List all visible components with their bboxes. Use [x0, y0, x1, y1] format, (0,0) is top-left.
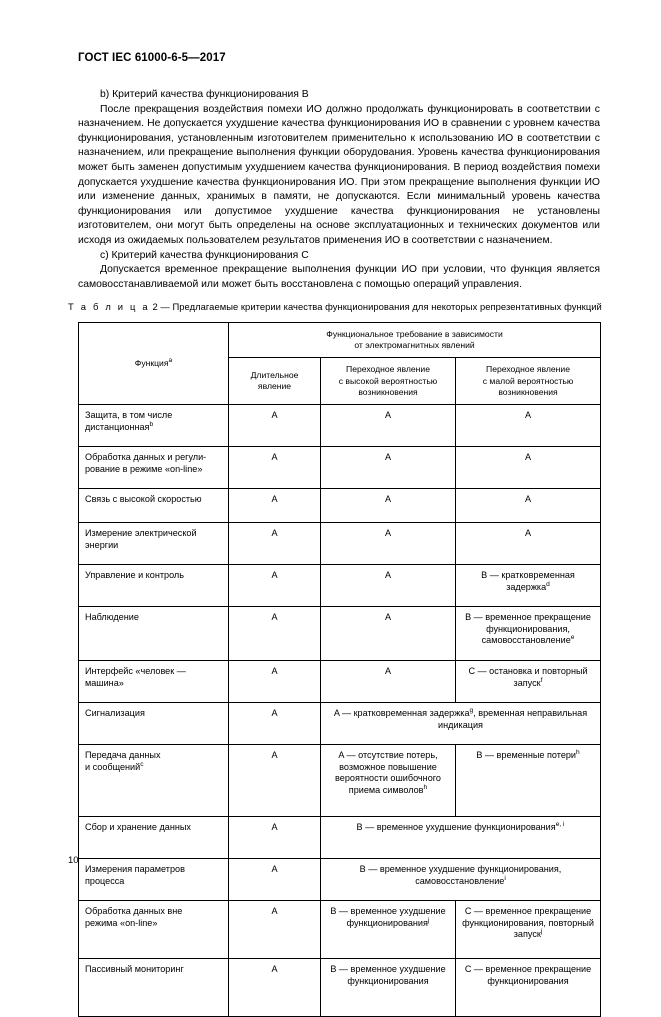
- cell-criterion: A: [456, 489, 601, 523]
- cell-criterion: A: [229, 607, 321, 661]
- header-low-line3: возникновения: [498, 386, 558, 397]
- cell-criterion: A: [456, 523, 601, 565]
- cell-criterion: A: [321, 447, 456, 489]
- header-cell-low-probability: [456, 358, 601, 405]
- cell-criterion: B — временное ухудшение функционирования$^j$: [321, 901, 456, 959]
- criterion-superscript: e: [570, 634, 575, 642]
- cell-criterion: A: [229, 405, 321, 447]
- cell-function-name: [79, 901, 229, 959]
- table-caption: [68, 301, 602, 312]
- function-name-line1: Наблюдение: [85, 612, 139, 623]
- function-name-line1: Обработка данных вне: [85, 906, 183, 917]
- cell-function-name: [79, 607, 229, 661]
- table-row: [79, 745, 601, 817]
- function-name-line1: Пассивный мониторинг: [85, 964, 184, 975]
- header-low-line1: Переходное явление: [486, 364, 570, 375]
- table-row: [79, 607, 601, 661]
- cell-criterion: A: [456, 405, 601, 447]
- cell-function-name: [79, 523, 229, 565]
- table-caption-prefix: Т а б л и ц а: [68, 301, 150, 312]
- cell-criterion: A: [229, 745, 321, 817]
- cell-function-name: [79, 745, 229, 817]
- table-row: [79, 703, 601, 745]
- criteria-table: [78, 322, 601, 1017]
- header-cell-function: [79, 323, 229, 405]
- cell-criterion: A: [456, 447, 601, 489]
- criterion-superscript: h: [576, 748, 580, 756]
- function-name-line1: Управление и контроль: [85, 570, 184, 581]
- cell-criterion: A: [229, 959, 321, 1017]
- cell-function-name: [79, 565, 229, 607]
- page-header: ГОСТ IEC 61000-6-5—2017: [78, 52, 226, 64]
- cell-criterion: B — временные потери$^h$: [456, 745, 601, 817]
- function-name-line2: машина»: [85, 677, 124, 688]
- table-row: [79, 447, 601, 489]
- paragraph-b-text: После прекращения воздействия помехи ИО должно продолжать функционировать в соответствии с назначением. Не допускается ухудшение качества функционирования ИО в сравнении с уровнем качества функционирования, установленным изготовителем применительно к использованию ИО в соответствии с назначением, или прекращение выполнения функции оборудования. Уровень качества функционирования может быть заменен допустимым ухудшением качества функционирования. В период воздействия помехи допускается ухудшение качества функционирования ИО. При этом прекращение выполнения функции ИО или изменение данных, хранимых в памяти, не допускаются. Если минимальный уровень качества функционирования или допустимое ухудшение качества функционирования не установлены изготовителем, они могут быть определены на основе эксплуатационных и технических документов или исходя из ожидаемых пользователем результатов применения ИО в соответствии с назначением.: [78, 103, 600, 246]
- cell-criterion: B — временное ухудшение функционирования$^{e, i}$: [321, 817, 601, 859]
- header-group-line1: Функциональное требование в зависимости: [326, 329, 503, 339]
- cell-criterion: A — кратковременная задержка$^g$, временная неправильная индикация: [321, 703, 601, 745]
- table-row: [79, 489, 601, 523]
- function-name-line1: Сигнализация: [85, 708, 145, 719]
- criterion-superscript: j: [427, 916, 430, 924]
- cell-criterion: A: [321, 565, 456, 607]
- body-text-block: [78, 88, 600, 292]
- paragraph-c-text: Допускается временное прекращение выполнения функции ИО при условии, что функция является самовосстанавливаемой или может быть восстановлена с помощью операций управления.: [78, 264, 600, 290]
- cell-criterion: A: [229, 447, 321, 489]
- table-row: [79, 959, 601, 1017]
- table-row: [79, 817, 601, 859]
- cell-function-name: [79, 817, 229, 859]
- function-name-line1: Сбор и хранение данных: [85, 822, 191, 833]
- cell-function-name: [79, 489, 229, 523]
- cell-criterion: A: [321, 661, 456, 703]
- cell-criterion: A: [229, 565, 321, 607]
- cell-criterion: A: [229, 703, 321, 745]
- cell-criterion: C — временное прекращение функционирования: [456, 959, 601, 1017]
- header-group-line2: от электромагнитных явлений: [354, 340, 475, 351]
- function-name-line2: рование в режиме «on-line»: [85, 463, 203, 474]
- cell-criterion: A: [229, 523, 321, 565]
- cell-function-name: [79, 703, 229, 745]
- cell-criterion: A — отсутствие потерь, возможное повышение вероятности ошибочного приема символов$^h$: [321, 745, 456, 817]
- header-cell-group: [229, 323, 601, 358]
- function-name-line1: Измерение электрической: [85, 528, 197, 539]
- function-name-line1: Интерфейс «человек —: [85, 666, 186, 677]
- header-high-line3: возникновения: [358, 386, 418, 397]
- table-header-row-1: [79, 323, 601, 358]
- table-row: [79, 901, 601, 959]
- cell-function-name: [79, 859, 229, 901]
- header-high-line1: Переходное явление: [346, 364, 430, 375]
- cell-function-name: [79, 447, 229, 489]
- table-row: [79, 523, 601, 565]
- cell-function-name: [79, 661, 229, 703]
- function-name-line2: и сообщений$^c$: [85, 760, 144, 772]
- cell-criterion: A: [321, 489, 456, 523]
- table-row: [79, 565, 601, 607]
- header-long-line1: Длительное: [250, 370, 299, 380]
- cell-criterion: A: [229, 859, 321, 901]
- cell-criterion: B — временное прекращение функционирования, самовосстановление$^e$: [456, 607, 601, 661]
- cell-criterion: B — временное ухудшение функционирования: [321, 959, 456, 1017]
- table-row: [79, 405, 601, 447]
- cell-function-name: [79, 959, 229, 1017]
- table-row: [79, 661, 601, 703]
- cell-criterion: C — остановка и повторный запуск$^f$: [456, 661, 601, 703]
- criterion-superscript: h: [423, 783, 428, 791]
- table-row: [79, 859, 601, 901]
- function-name-superscript: b: [149, 420, 154, 428]
- cell-criterion: A: [229, 901, 321, 959]
- cell-criterion: A: [321, 405, 456, 447]
- cell-criterion: A: [229, 489, 321, 523]
- function-name-line1: Связь с высокой скоростью: [85, 494, 202, 505]
- cell-criterion: A: [229, 661, 321, 703]
- criterion-superscript: f: [540, 676, 543, 684]
- cell-criterion: B — временное ухудшение функционирования, самовосстановление$^i$: [321, 859, 601, 901]
- header-long-line2: явление: [257, 381, 292, 392]
- header-function-label: Функция: [134, 357, 169, 368]
- criterion-superscript: e, i: [555, 820, 565, 828]
- header-cell-high-probability: [321, 358, 456, 405]
- table-body: [79, 323, 601, 1017]
- cell-function-name: [79, 405, 229, 447]
- header-high-line2: с высокой вероятностью: [338, 375, 438, 386]
- function-name-line1: Измерения параметров: [85, 864, 185, 875]
- paragraph-b-label: b) Критерий качества функционирования B: [100, 89, 309, 100]
- function-name-line2: режима «on-line»: [85, 917, 158, 928]
- function-name-line2: дистанционная$^b$: [85, 420, 154, 432]
- table-caption-text: — Предлагаемые критерии качества функционирования для некоторых репрезентативных функций: [160, 301, 602, 312]
- cell-criterion: C — временное прекращение функционирования, повторный запуск$^j$: [456, 901, 601, 959]
- criterion-superscript: i: [504, 874, 506, 882]
- function-name-line1: Защита, в том числе: [85, 410, 173, 421]
- cell-criterion: A: [321, 523, 456, 565]
- header-cell-long-phenomenon: [229, 358, 321, 405]
- function-name-superscript: c: [140, 760, 144, 768]
- header-function-superscript: a: [168, 357, 173, 365]
- cell-criterion: A: [321, 607, 456, 661]
- criterion-superscript: g: [469, 706, 474, 714]
- page-number: 10: [68, 854, 79, 865]
- paragraph-c-label: c) Критерий качества функционирования C: [100, 249, 309, 261]
- function-name-line1: Обработка данных и регули-: [85, 452, 207, 463]
- cell-criterion: B — кратковременная задержка$^d$: [456, 565, 601, 607]
- criterion-superscript: j: [540, 928, 543, 936]
- criterion-superscript: d: [546, 580, 550, 588]
- cell-criterion: A: [229, 817, 321, 859]
- function-name-line1: Передача данных: [85, 750, 161, 761]
- function-name-line2: энергии: [85, 539, 119, 550]
- header-low-line2: с малой вероятностью: [482, 375, 574, 386]
- function-name-line2: процесса: [85, 875, 125, 886]
- table-caption-number: 2: [152, 301, 158, 312]
